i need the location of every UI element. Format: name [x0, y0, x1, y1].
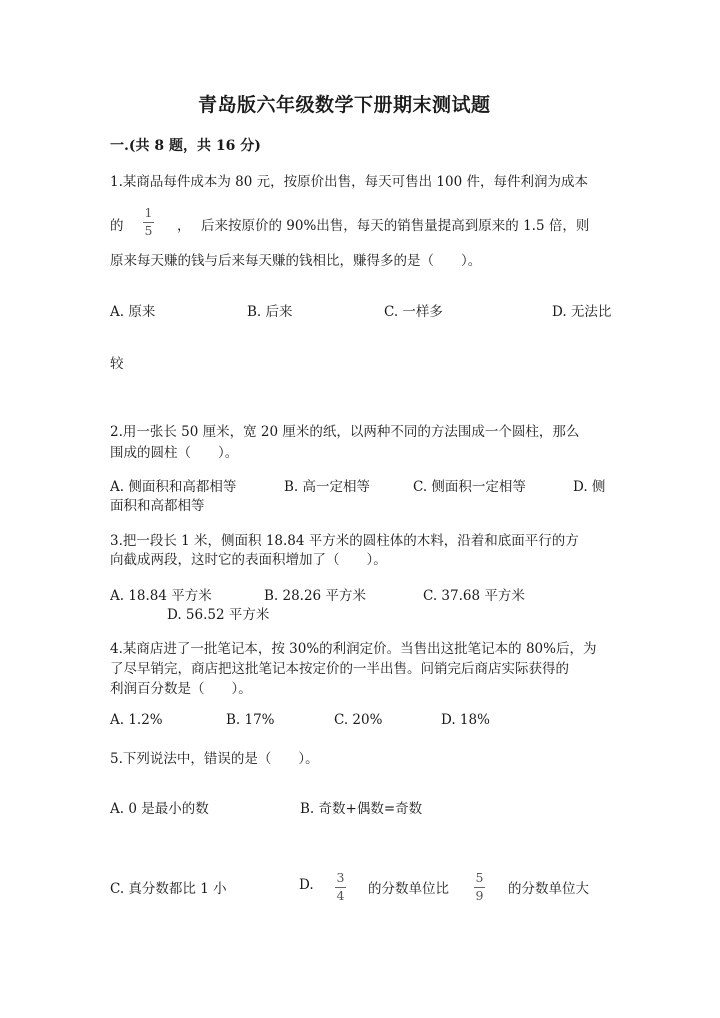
q1-option-d-continued: 较 [110, 356, 124, 372]
q3-option-d: D. 56.52 平方米 [167, 607, 270, 623]
q2-option-d-continued: 面积和高都相等 [110, 498, 205, 514]
q4-option-b: B. 17% [226, 712, 275, 728]
q1-option-a: A. 原来 [110, 304, 156, 320]
q5-option-a: A. 0 是最小的数 [110, 801, 209, 817]
fraction-denominator: 9 [475, 887, 484, 903]
q5-option-d-end: 的分数单位大 [508, 881, 589, 897]
q3-option-a: A. 18.84 平方米 [110, 588, 212, 604]
q5-option-d-label: D. [299, 877, 314, 893]
q5-option-b: B. 奇数+偶数=奇数 [300, 801, 423, 817]
q5-fraction-2 [474, 872, 485, 902]
fraction-numerator: 1 [144, 205, 153, 220]
fraction-denominator: 5 [144, 222, 153, 238]
q4-line-3: 利润百分数是（ ）。 [110, 681, 252, 697]
q2-line-1: 2.用一张长 50 厘米，宽 20 厘米的纸，以两种不同的方法围成一个圆柱，那么 [110, 424, 580, 440]
q5-line-1: 5.下列说法中，错误的是（ ）。 [110, 751, 319, 767]
q3-option-c: C. 37.68 平方米 [423, 588, 525, 604]
fraction-numerator: 5 [475, 870, 484, 885]
q4-line-2: 了尽早销完，商店把这批笔记本按定价的一半出售。问销完后商店实际获得的 [110, 661, 569, 677]
q5-option-d-middle: 的分数单位比 [368, 881, 449, 897]
q2-option-c: C. 侧面积一定相等 [413, 479, 526, 495]
fraction-denominator: 4 [336, 887, 345, 903]
q4-line-1: 4.某商店进了一批笔记本，按 30%的利润定价。当售出这批笔记本的 80%后，为 [110, 641, 597, 657]
q1-line-1: 1.某商品每件成本为 80 元，按原价出售，每天可售出 100 件，每件利润为成本 [110, 174, 588, 190]
q4-option-d: D. 18% [441, 712, 490, 728]
q2-option-b: B. 高一定相等 [284, 479, 371, 495]
q4-option-c: C. 20% [334, 712, 383, 728]
q1-option-c: C. 一样多 [384, 304, 443, 320]
q3-line-1: 3.把一段长 1 米，侧面积 18.84 平方米的圆柱体的木料，沿着和底面平行的方 [110, 533, 579, 549]
q5-fraction-1 [335, 872, 346, 902]
q3-line-2: 向截成两段，这时它的表面积增加了（ ）。 [110, 552, 387, 568]
q1-line-2-rest: 后来按原价的 90%出售，每天的销售量提高到原来的 1.5 倍，则 [201, 218, 590, 234]
q1-line-2-prefix: 的 [110, 218, 124, 234]
q1-line-3: 原来每天赚的钱与后来每天赚的钱相比，赚得多的是（ ）。 [110, 253, 482, 269]
q5-option-c: C. 真分数都比 1 小 [110, 881, 227, 897]
q1-fraction [143, 207, 154, 237]
page-title: 青岛版六年级数学下册期末测试题 [198, 94, 491, 116]
q1-option-b: B. 后来 [247, 304, 293, 320]
q4-option-a: A. 1.2% [110, 712, 163, 728]
q3-option-b: B. 28.26 平方米 [264, 588, 366, 604]
section-heading: 一.(共 8 题，共 16 分) [110, 138, 261, 154]
fraction-numerator: 3 [336, 870, 345, 885]
q2-option-d: D. 侧 [573, 479, 606, 495]
q1-option-d: D. 无法比 [552, 304, 612, 320]
q2-line-2: 围成的圆柱（ ）。 [110, 445, 239, 461]
q2-option-a: A. 侧面积和高都相等 [110, 479, 237, 495]
q1-line-2-comma: ， [177, 218, 191, 234]
